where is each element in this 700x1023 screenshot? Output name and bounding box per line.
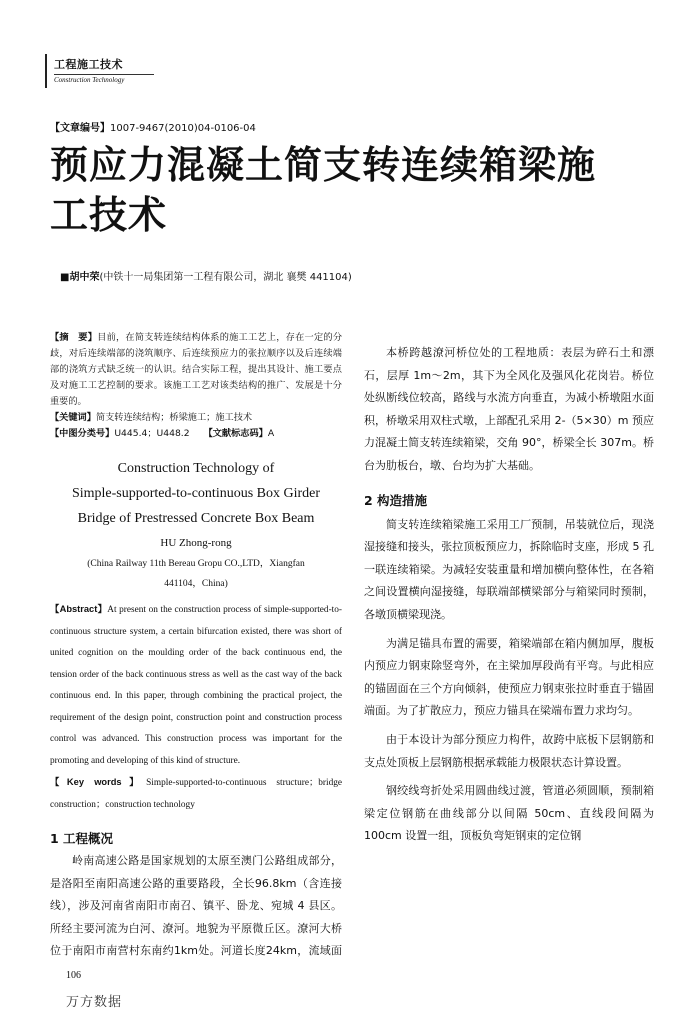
abstract-cn-label: 【摘 要】 bbox=[50, 332, 98, 343]
doc-code-value: A bbox=[267, 428, 275, 439]
english-title-line: Construction Technology of bbox=[117, 461, 275, 476]
english-affiliation-1: (China Railway 11th Bereau Gropu CO.,LTD，Xiangfan bbox=[87, 559, 305, 569]
abstract-en-label: 【Abstract】 bbox=[50, 604, 108, 614]
section-2-paragraph-4: 钢绞线弯折处采用圆曲线过渡，管道必须圆顺，预制箱梁定位钢筋在曲线部分以间隔 50cm、直线段间隔为 100cm 设置一组，顶板负弯矩钢束的定位钢 bbox=[364, 784, 654, 843]
page-number: 106 bbox=[66, 970, 81, 981]
journal-title: 工程施工技术 bbox=[54, 58, 123, 71]
english-title-line: Bridge of Prestressed Concrete Box Beam bbox=[77, 511, 315, 526]
classification-line bbox=[50, 426, 342, 442]
section-1-heading: 1 工程概况 bbox=[50, 831, 114, 846]
abstract-en-text: At present on the construction process of simple-supported-to-continuous structure system, a certain bifurcation existed, there was short of united cognition on the moulding order of the back continuous end, the tension order of the back continuous stress as well as the cast way of the back continuous end. In this paper, through combining the practical project, the requirement of the design point, construction point and construction process control was advanced. This construction process was important for the promoting and developing of this kind of structure. bbox=[50, 605, 342, 766]
section-2-paragraph-3: 由于本设计为部分预应力构件，故跨中底板下层钢筋和支点处顶板上层钢筋根据承载能力极限状态计算设置。 bbox=[364, 732, 654, 769]
doc-code-label: 【文献标志码】 bbox=[203, 428, 268, 439]
article-number bbox=[50, 119, 256, 134]
author-name: 胡中荣 bbox=[69, 272, 100, 283]
article-number-value: 1007-9467(2010)04-0106-04 bbox=[110, 123, 256, 134]
keywords-cn-text: 简支转连续结构；桥梁施工；施工技术 bbox=[95, 412, 253, 423]
abstract-en bbox=[50, 599, 342, 772]
journal-header bbox=[45, 48, 157, 90]
header-rule-vertical bbox=[45, 54, 47, 88]
section-1-paragraph-2: 本桥跨越潦河桥位处的工程地质：表层为碎石土和漂石，层厚 1m～2m，其下为全风化及强风化花岗岩。桥位处纵断线位较高，路线与水流方向垂直，为减小桥墩阻水面积，桥墩采用双柱式墩，上部配孔采用 2-（5×30）m 预应力混凝土简支转连续箱梁，交角 90°，桥梁全长 307m。桥台为肋板台，墩、台均为扩大基础。 bbox=[364, 346, 654, 472]
author-affiliation: (中铁十一局集团第一工程有限公司，湖北 襄樊 441104) bbox=[99, 272, 352, 283]
clc-label: 【中图分类号】 bbox=[50, 428, 115, 439]
keywords-en-label: 【Key words】 bbox=[50, 777, 147, 787]
keywords-cn bbox=[50, 410, 342, 426]
english-title bbox=[50, 456, 342, 531]
left-column bbox=[50, 330, 342, 962]
english-affiliation-2: 441104，China) bbox=[164, 579, 228, 589]
abstract-cn-text: 目前，在简支转连续结构体系的施工工艺上，存在一定的分歧，对后连续端部的浇筑顺序、后连续预应力的张拉顺序以及后连续端部的浇筑方式缺乏统一的认识。结合实际工程，提出其设计、施工要点及对施工工艺控制的要求。该施工工艺对该类结构的推广、发展是十分重要的。 bbox=[50, 332, 343, 407]
abstract-cn bbox=[50, 330, 342, 410]
right-column bbox=[364, 342, 654, 848]
keywords-en-text: Simple-supported-to-continuous structure；bridge construction；construction technology bbox=[50, 778, 342, 810]
english-author: HU Zhong-rong bbox=[160, 537, 232, 549]
english-title-line: Simple-supported-to-continuous Box Girder bbox=[71, 486, 321, 501]
keywords-en bbox=[50, 772, 342, 816]
section-2-paragraph-1: 简支转连续箱梁施工采用工厂预制，吊装就位后，现浇湿接缝和接头，张拉顶板预应力，拆除临时支座，形成 5 孔一联连续箱梁。为减轻安装重量和增加横向整体性，在各箱之间设置横向湿接缝，每联端部横梁部分与箱梁同时预制，各墩顶横梁现浇。 bbox=[364, 517, 654, 621]
journal-subtitle: Construction Technology bbox=[54, 76, 125, 84]
section-2-heading: 2 构造措施 bbox=[364, 492, 428, 508]
author-line bbox=[60, 268, 352, 283]
article-title: 预应力混凝土简支转连续箱梁施工技术 bbox=[50, 143, 597, 237]
keywords-cn-label: 【关键词】 bbox=[50, 412, 96, 423]
watermark: 万方数据 bbox=[66, 995, 123, 1010]
section-2-paragraph-2: 为满足锚具布置的需要，箱梁端部在箱内侧加厚，腹板内预应力钢束除竖弯外，在主梁加厚段尚有平弯。与此相应的锚固面在三个方向倾斜，使预应力钢束张拉时垂直于锚固端面。为了扩散应力，预应力锚具在梁端布置力求均匀。 bbox=[364, 636, 654, 718]
clc-value: U445.4；U448.2 bbox=[114, 428, 190, 439]
section-1-paragraph-1: 岭南高速公路是国家规划的太原至澳门公路组成部分，是洛阳至南阳高速公路的重要路段，全长96.8km（含连接线），涉及河南省南阳市南召、镇平、卧龙、宛城 4 县区。所经主要河流为白河、潦河。地貌为平原微丘区。潦河大桥位于南阳市南营村东南约1km处。河道长度24km，流域面 bbox=[50, 854, 342, 957]
header-rule-horizontal bbox=[54, 74, 154, 75]
article-number-label: 【文章编号】 bbox=[50, 123, 110, 134]
author-marker: ■ bbox=[60, 272, 70, 283]
